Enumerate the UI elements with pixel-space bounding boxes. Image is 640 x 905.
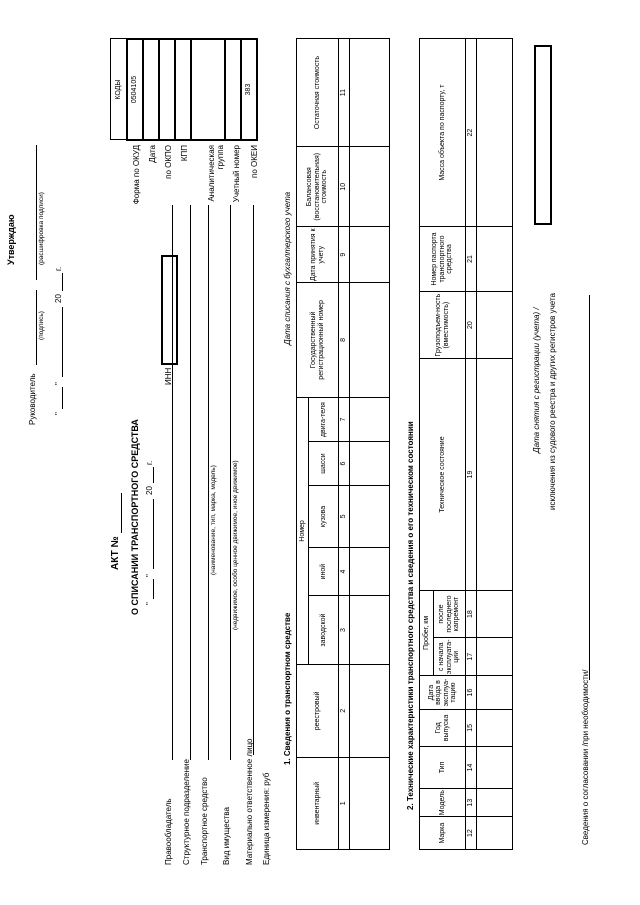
s2-col-mileage-overhaul: после последнего капремонт (434, 590, 466, 638)
s2-col-make: Марка (420, 817, 466, 850)
s1-col-inventory: инвентарный (297, 757, 339, 849)
section2-table: Марка Модель Тип Год выпуска Дата ввода в эксплуа-тацию Пробег, км Техническое состояние Грузоподъем-ность (вместимость) Номер паспорта транспортного средства Масса объекта по паспорту, т с начала эксплуата-ции после последнего капремонт 12 13 14 15 16 17 18 19 20 21 22 (419, 38, 513, 850)
decode-caption: (расшифровка подписи) (38, 192, 45, 265)
code-okei[interactable]: 383 (241, 39, 257, 140)
code-okpo[interactable] (159, 39, 175, 140)
s1-col-gov-reg: Государственный регистрационный номер (297, 283, 339, 398)
s2-mileage-group: Пробег, км (420, 590, 434, 675)
act-subtitle: О СПИСАНИИ ТРАНСПОРТНОГО СРЕДСТВА (130, 419, 140, 615)
code-label-kpp: КПП (180, 145, 189, 162)
s2-col-model: Модель (420, 789, 466, 817)
dereg-date-box[interactable] (534, 45, 552, 225)
s1-col-other: иной (309, 548, 339, 596)
s2-col-mass: Масса объекта по паспорту, т (420, 39, 466, 227)
code-okud[interactable]: 0504105 (127, 39, 143, 140)
code-label-okud: Форма по ОКУД (132, 145, 141, 205)
code-label-date: Дата (148, 145, 157, 163)
rotated-page: Утверждаю Руководитель (подпись) (расшифровка подписи) " " 20 г. АКТ № О СПИСАНИИ ТРАНСПОРТНОГО СРЕДСТВА " " 20 г. Правообладатель ИНН Структурное подразделение Транспортное средство (наименование, тип, марка, модель) Вид имущества (недвижимое, особо ценное движимое, иное движимое) Материально ответственное лицо Единица измерения: руб Форма по ОКУД Дата по ОКПО КПП Аналитическая группа Учетный номер по ОКЕИ КОДЫ 0504105 383 1. Сведения о транспортном средстве Дата списания с бухгалтерского учета инвентарный реестровый Номер Государственный регистрационный номер Дата принятия к учету Балансовая (восстановительная) стоимость Остаточная стоимость заводской иной кузова шасси двига-теля 1 2 3 4 5 6 7 8 9 10 11 2. Технические характеристики транспортного средства и сведения о его техническом состоянии Марка Модель Тип Год выпуска Дата ввода в эксплуа-тацию Пробег, км Техническое состояние Грузоподъем-ность (вместимость) Номер паспорта транспортного средства Масса объекта по паспорту, т с начала эксплуата-ции после последнего капремонт 12 13 14 15 16 17 18 19 20 21 22 Дата снятия с регистрации (учета) / исключения из судового реестра и других регистров учета Сведения о согласовании /при необходимости/ (0, 0, 640, 905)
s1-col-chassis: шасси (309, 442, 339, 485)
code-account[interactable] (225, 39, 241, 140)
s1-col-balance: Балансовая (восстановительная) стоимость (297, 147, 339, 227)
code-label-account: Учетный номер (232, 145, 241, 203)
s1-col-factory: заводской (309, 596, 339, 665)
write-off-date-label: Дата списания с бухгалтерского учета (283, 191, 292, 345)
vehicle-caption: (наименование, тип, марка, модель) (210, 465, 217, 575)
division-label: Структурное подразделение (182, 759, 191, 865)
unit-label: Единица измерения: руб (262, 772, 271, 865)
property-caption: (недвижимое, особо ценное движимое, иное движимое) (232, 460, 239, 630)
responsible-label: Материально ответственное лицо (245, 738, 254, 865)
s2-col-year: Год выпуска (420, 709, 466, 746)
inn-label: ИНН (164, 367, 173, 385)
section1-table: инвентарный реестровый Номер Государственный регистрационный номер Дата принятия к учету Балансовая (восстановительная) стоимость Остаточная стоимость заводской иной кузова шасси двига-теля 1 2 3 4 5 6 7 8 9 10 11 (296, 38, 390, 850)
s2-col-mileage-start: с начала эксплуата-ции (434, 638, 466, 676)
codes-header: КОДЫ (111, 39, 127, 140)
s1-col-registry: реестровый (297, 665, 339, 757)
dereg-line2: исключения из судового реестра и других регистров учета (548, 293, 557, 510)
s1-col-body: кузова (309, 485, 339, 547)
code-label-group: Аналитическая группа (207, 145, 225, 202)
s1-col-engine: двига-теля (309, 397, 339, 442)
sign-caption: (подпись) (38, 311, 45, 340)
head-label: Руководитель (28, 373, 37, 425)
s2-col-commission-date: Дата ввода в эксплуа-тацию (420, 676, 466, 710)
vehicle-label: Транспортное средство (200, 777, 209, 865)
s2-col-capacity: Грузоподъем-ность (вместимость) (420, 291, 466, 359)
approval-title: Утверждаю (6, 214, 16, 265)
code-kpp[interactable] (175, 39, 191, 140)
s1-col-residual: Остаточная стоимость (297, 39, 339, 147)
code-label-okei: по ОКЕИ (250, 145, 259, 178)
inn-box[interactable] (161, 255, 178, 365)
code-group[interactable] (191, 39, 225, 140)
section2-title: 2. Технические характеристики транспортного средства и сведения о его техническом состоянии (406, 421, 415, 810)
s2-data-row[interactable] (477, 39, 513, 850)
property-type-label: Вид имущества (222, 807, 231, 865)
s1-data-row[interactable] (350, 39, 390, 850)
agreement-label: Сведения о согласовании /при необходимости/ (581, 669, 590, 845)
code-label-okpo: по ОКПО (164, 145, 173, 179)
s2-col-type: Тип (420, 746, 466, 788)
dereg-line1: Дата снятия с регистрации (учета) / (532, 307, 541, 453)
code-date[interactable] (143, 39, 159, 140)
codes-table (110, 38, 258, 141)
s2-col-tech-state: Техническое состояние (420, 359, 466, 590)
s1-number-group: Номер (297, 397, 309, 664)
s2-col-passport: Номер паспорта транспортного средства (420, 227, 466, 292)
s1-col-accept-date: Дата принятия к учету (297, 227, 339, 283)
section1-title: 1. Сведения о транспортном средстве (283, 612, 292, 765)
act-title: АКТ № (110, 536, 121, 570)
rightholder-label: Правообладатель (164, 798, 173, 865)
